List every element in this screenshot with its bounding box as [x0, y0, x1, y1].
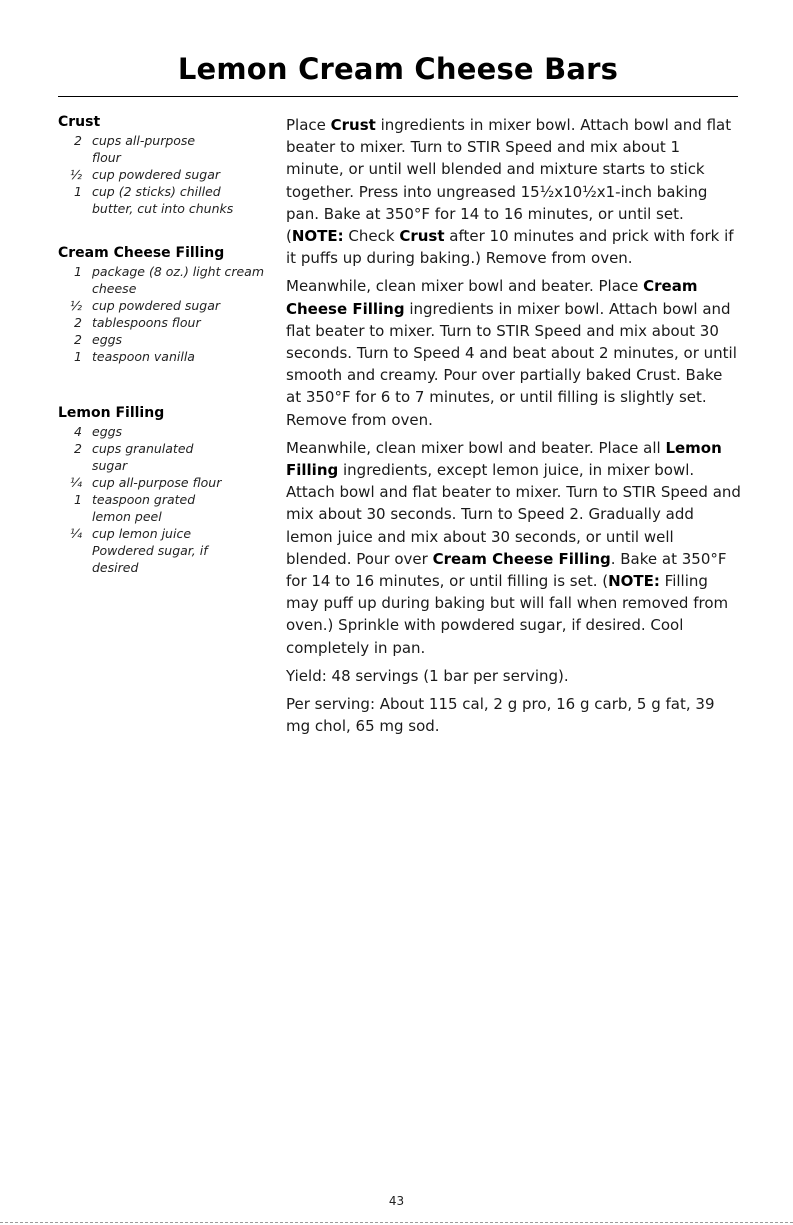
ingredient-item: [58, 166, 280, 183]
text-run: ingredients, except lemon juice, in mixer bowl. Attach bowl and flat beater to mixer. Turn to STIR Speed and mix about 30 seconds. Turn to Speed 2. Gradually add lemon juice and mix about 30 seconds, or until well blended. Pour over: [286, 461, 741, 568]
bold-term: Lemon Filling: [286, 438, 722, 480]
ingredient-text: cup powdered sugar: [92, 298, 221, 313]
ingredient-qty: 1: [74, 184, 82, 199]
direction-paragraph: [286, 114, 742, 269]
bold-term: NOTE:: [291, 227, 344, 246]
ingredient-group-heading: Lemon Filling: [58, 405, 165, 421]
ingredient-text: Powdered sugar, if desired: [92, 543, 208, 575]
bold-term: Cream Cheese Filling: [286, 277, 698, 318]
ingredient-text: eggs: [92, 424, 123, 439]
ingredient-qty: ½: [69, 167, 82, 182]
ingredient-item: [58, 331, 280, 348]
ingredient-qty: ¼: [69, 475, 82, 490]
bold-term: Crust: [399, 227, 445, 246]
ingredient-group-heading: Crust: [58, 114, 101, 130]
nutrition-text: [286, 693, 726, 737]
bottom-rule: [0, 1222, 793, 1223]
ingredient-text: cups granulated sugar: [92, 441, 194, 473]
ingredient-text: eggs: [92, 332, 123, 347]
ingredient-text: cups all-purpose flour: [92, 133, 196, 165]
ingredient-qty: 2: [74, 315, 82, 330]
recipe-title: Lemon Cream Cheese Bars: [177, 52, 619, 86]
ingredient-text: cup (2 sticks) chilled butter, cut into chunks: [92, 184, 234, 216]
ingredient-item: [58, 132, 280, 166]
text-run: Place: [286, 116, 331, 134]
text-run: . Bake at 350°F for 14 to 16 minutes, or until filling is set. (: [286, 549, 727, 591]
ingredient-qty: ½: [69, 298, 82, 313]
text-run: Meanwhile, clean mixer bowl and beater. Place: [286, 277, 644, 296]
text-run: Filling may puff up during baking but will fall when removed from oven.) Sprinkle with powdered sugar, if desired. Cool completely in pan.: [286, 572, 729, 657]
ingredient-group-lemon: [58, 403, 280, 576]
text-run: after 10 minutes and prick with fork if it puffs up during baking.) Remove from oven.: [286, 227, 734, 268]
ingredients-column: [58, 112, 280, 576]
ingredient-item: [58, 297, 280, 314]
ingredient-text: teaspoon grated lemon peel: [92, 492, 196, 524]
text-run: Per serving: About 115 cal, 2 g pro, 16 g carb, 5 g fat, 39 mg chol, 65 mg sod.: [286, 695, 715, 736]
text-run: Yield: 48 servings (1 bar per serving).: [286, 666, 569, 685]
ingredient-qty: 1: [74, 264, 82, 279]
ingredient-group-heading: Cream Cheese Filling: [58, 245, 225, 261]
ingredient-qty: 2: [74, 332, 82, 347]
ingredient-item: [58, 263, 280, 297]
ingredient-group-cream-cheese: [58, 243, 280, 365]
ingredient-group-crust: [58, 112, 280, 217]
ingredient-item: [58, 525, 280, 542]
ingredient-item: [58, 474, 280, 491]
ingredient-item: [58, 314, 280, 331]
ingredient-qty: 1: [74, 492, 82, 507]
ingredient-qty: 2: [74, 133, 82, 148]
ingredient-qty: [58, 542, 92, 576]
ingredient-item: [58, 183, 280, 217]
ingredient-text: cup powdered sugar: [92, 167, 221, 182]
ingredient-qty: ¼: [69, 526, 82, 541]
ingredient-text: cup lemon juice: [92, 526, 192, 541]
bold-term: Cream Cheese Filling: [432, 549, 611, 568]
text-run: Check: [343, 227, 400, 246]
title-rule: [58, 96, 738, 97]
ingredient-text: package (8 oz.) light cream cheese: [92, 264, 265, 296]
direction-paragraph: [286, 275, 742, 430]
ingredient-item: [58, 440, 280, 474]
text-run: Meanwhile, clean mixer bowl and beater. Place all: [286, 438, 666, 457]
text-run: ingredients in mixer bowl. Attach bowl and flat beater to mixer. Turn to STIR Speed and mix about 1 minute, or until well blended and mixture starts to stick together. Press into ungreased 15½x10½x1-inch baking pan. Bake at 350°F for 14 to 16 minutes, or until set. (: [286, 116, 732, 246]
ingredient-item: [58, 423, 280, 440]
direction-paragraph: [286, 437, 742, 659]
directions-column: [286, 114, 742, 743]
text-run: ingredients in mixer bowl. Attach bowl and flat beater to mixer. Turn to STIR Speed and mix about 30 seconds. Turn to Speed 4 and beat about 2 minutes, or until smooth and creamy. Pour over partially baked Crust. Bake at 350°F for 6 to 7 minutes, or until filling is slightly set. Remove from oven.: [286, 299, 737, 429]
yield-text: [286, 665, 742, 687]
ingredient-item: [58, 542, 280, 576]
ingredient-text: tablespoons flour: [92, 315, 201, 330]
ingredient-qty: 2: [74, 441, 82, 456]
ingredient-text: cup all-purpose flour: [92, 475, 222, 490]
page-number: 43: [388, 1194, 405, 1208]
bold-term: NOTE:: [608, 572, 660, 591]
ingredient-text: teaspoon vanilla: [92, 349, 195, 364]
ingredient-item: [58, 491, 280, 525]
ingredient-item: [58, 348, 280, 365]
bold-term: Crust: [330, 116, 376, 134]
ingredient-qty: 4: [74, 424, 82, 439]
ingredient-qty: 1: [74, 349, 82, 364]
